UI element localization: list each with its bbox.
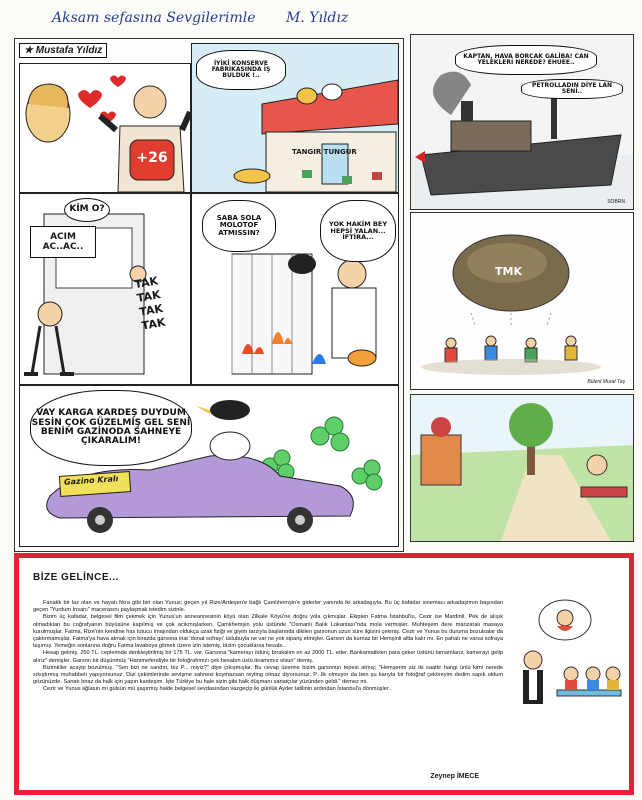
restaurant-illustration xyxy=(511,594,627,726)
article-author: Zeynep İMECE xyxy=(430,773,479,780)
kimo-speech-bubble: KİM O? xyxy=(64,198,110,222)
article-box xyxy=(14,553,634,795)
handwritten-dedication xyxy=(52,10,432,26)
article-title: BİZE GELİNCE... xyxy=(33,572,119,583)
comic-strip-page xyxy=(14,38,404,552)
crew-speech-bubble: PETROLLADIN DİYE LAN SENİ.. xyxy=(521,79,623,99)
comic-panel-car xyxy=(19,385,399,547)
ship-cartoon xyxy=(410,34,634,210)
dedication-text: Aksam sefasına Sevgilerimle xyxy=(52,10,256,26)
restaurant-cartoon xyxy=(511,594,627,726)
knock-sound-effect: TAK TAK TAK TAK xyxy=(133,274,167,333)
jersey-number: +26 xyxy=(136,150,168,166)
defendant-reply-bubble: YOK HAKİM BEY HEPSİ YALAN... İFTİRA... xyxy=(320,200,396,262)
comic-panel-cats xyxy=(191,43,399,193)
car-speech-bubble: VAY KARGA KARDEŞ DUYDUM SESİN ÇOK GÜZELMİŞ GEL SENİ BENİM GAZİNODA SAHNEYE ÇIKARALIM! xyxy=(30,390,192,466)
comic-panel-jersey xyxy=(19,63,191,193)
comic-panel-door xyxy=(19,193,191,385)
park-cartoon xyxy=(410,394,634,542)
jersey-illustration xyxy=(20,64,190,192)
captain-speech-bubble: KAPTAN, HAVA BORCAK GALİBA! CAN YELEKLERİ NEREDE? EHUEE.. xyxy=(455,45,597,75)
cats-sound-effect: TANGIR TUNGUR xyxy=(292,148,357,156)
rock-illustration xyxy=(411,213,633,389)
author-tag-label: Mustafa Yıldız xyxy=(35,45,103,56)
comic-author-tag xyxy=(19,43,107,58)
judge-question-bubble: SABA SOLA MOLOTOF ATMISSIN? xyxy=(202,200,276,252)
cats-speech-bubble: İYİKİ KONSERVE FABRİKASINDA İŞ BULDUK !.. xyxy=(196,50,286,90)
rock-signature: Bülent Murat Taş xyxy=(587,379,625,385)
article-paragraph: Cezir ve Yunus ağlasın mı gülsün mü şaşırmış halde belgesel sevdasından vazgeçip iki günlük Ayder tatilinin ardından İstanbul'a dönmüşler.. xyxy=(43,686,392,693)
park-illustration xyxy=(411,395,633,541)
article-paragraph: Fanatik bir laz olan ve hayatı fıkra gibi biri olan Yunus; geçen yıl Rize/Ardeşen'e bağlı Çamlıhemşin'e giderler yanında iki arkadaşıyla. Bu üç kafadar sinemacı arkadaşımın başından geçen "Yurdum İnsanı" macerasını paylaşmak istedim sizinle. xyxy=(33,600,503,614)
article-body xyxy=(33,600,503,694)
comic-panel-court xyxy=(191,193,399,385)
article-paragraph: Bizimkiler acayip bozulmuş. "Sen bizi ne sandın, biz P... miyiz?" diye çıkışmışlar. Bu cevap üzerine bizim garsonun tepesi atmış; "Hemşerim siz iki saattir hangi ünlü kimi nerede sıkıştırmış muhabbeti yapıyorsunuz. Dizi çekimlerinde sevişme sahnesi koymazsan reyting olmaz diyorsunuz. P...lik olmuyor da ben şu karıyla bir fotoğraf çektireyim dedim sapık oldum gözünüzde. Sanatı biraz da halk için yapın kardeşim. İşte Türkiye bu hale sizin gibi halk düşmanı sanatçılar yüzünden geldi." demez mi. xyxy=(33,664,503,686)
rock-label: TMK xyxy=(495,265,522,278)
rock-cartoon xyxy=(410,212,634,390)
star-icon: ★ xyxy=(24,45,33,56)
ship-signature: SOBRN xyxy=(607,199,625,205)
article-paragraph: Hesap gelmiş. 250 TL. ceplerinde denkleştirilmiş bir 175 TL. var. Garsona "kamerayı ödünç bırakalım en az 2000 TL. eder. Bankamatikten para çeker üstünü tamamlarız, kamerayı gelip alırız" demişler. Garson bir düşünmüş "Hanımefendiyle bir fotoğrafımızı çek hesabın üstü ikramımız olsun" demiş. xyxy=(33,650,503,664)
dedication-signature: M. Yıldız xyxy=(285,10,349,26)
article-paragraph: Bizim üç kafadar, belgesel film çekmek için Yunus'un anneannesinin köyü olan Zilkale Köyü'ne doğru yola çıkmışlar. Ekipten Fatma İstanbul'lu, Cezir ise Mardinli. Pek de alışık olmadıkları bu coğrafyanın büyüsüne kapılmış ve çok acıkmışlarken, Çamlıhemşin yolu üstünde "Osmanlı Balık Lokantası"nda mola vermişler. Muhteşem dere manzaralı masaya kurulmuşlar. Fatma, Rize'nin kendine has tutucu imajından oldukça uzak fiziği ve giyim tarzıyla başlarında dikilen garsonun uzun süre ilgisini çekmiş. Cezir ve Yunus bu duruma bozulsalar da çaktırmamışlar. Fatma'ya hava atmak için birazda garsona iriat 'donat sofrayı' üslubuyla ne var ne yok sipariş etmişler. Garson da kurnaz bir Hemşinli altta kalır mı. En pahalı ne varsa sofraya taşımış. Yemeğin sonlarına doğru Fatma lavaboya gitmek üzere izin istemiş, bizim çocuklarsa hesabı.. xyxy=(33,614,503,650)
scream-bubble: ACIM AC..AC.. xyxy=(30,226,96,258)
car-sign-label: Gazino Kralı xyxy=(63,474,119,487)
